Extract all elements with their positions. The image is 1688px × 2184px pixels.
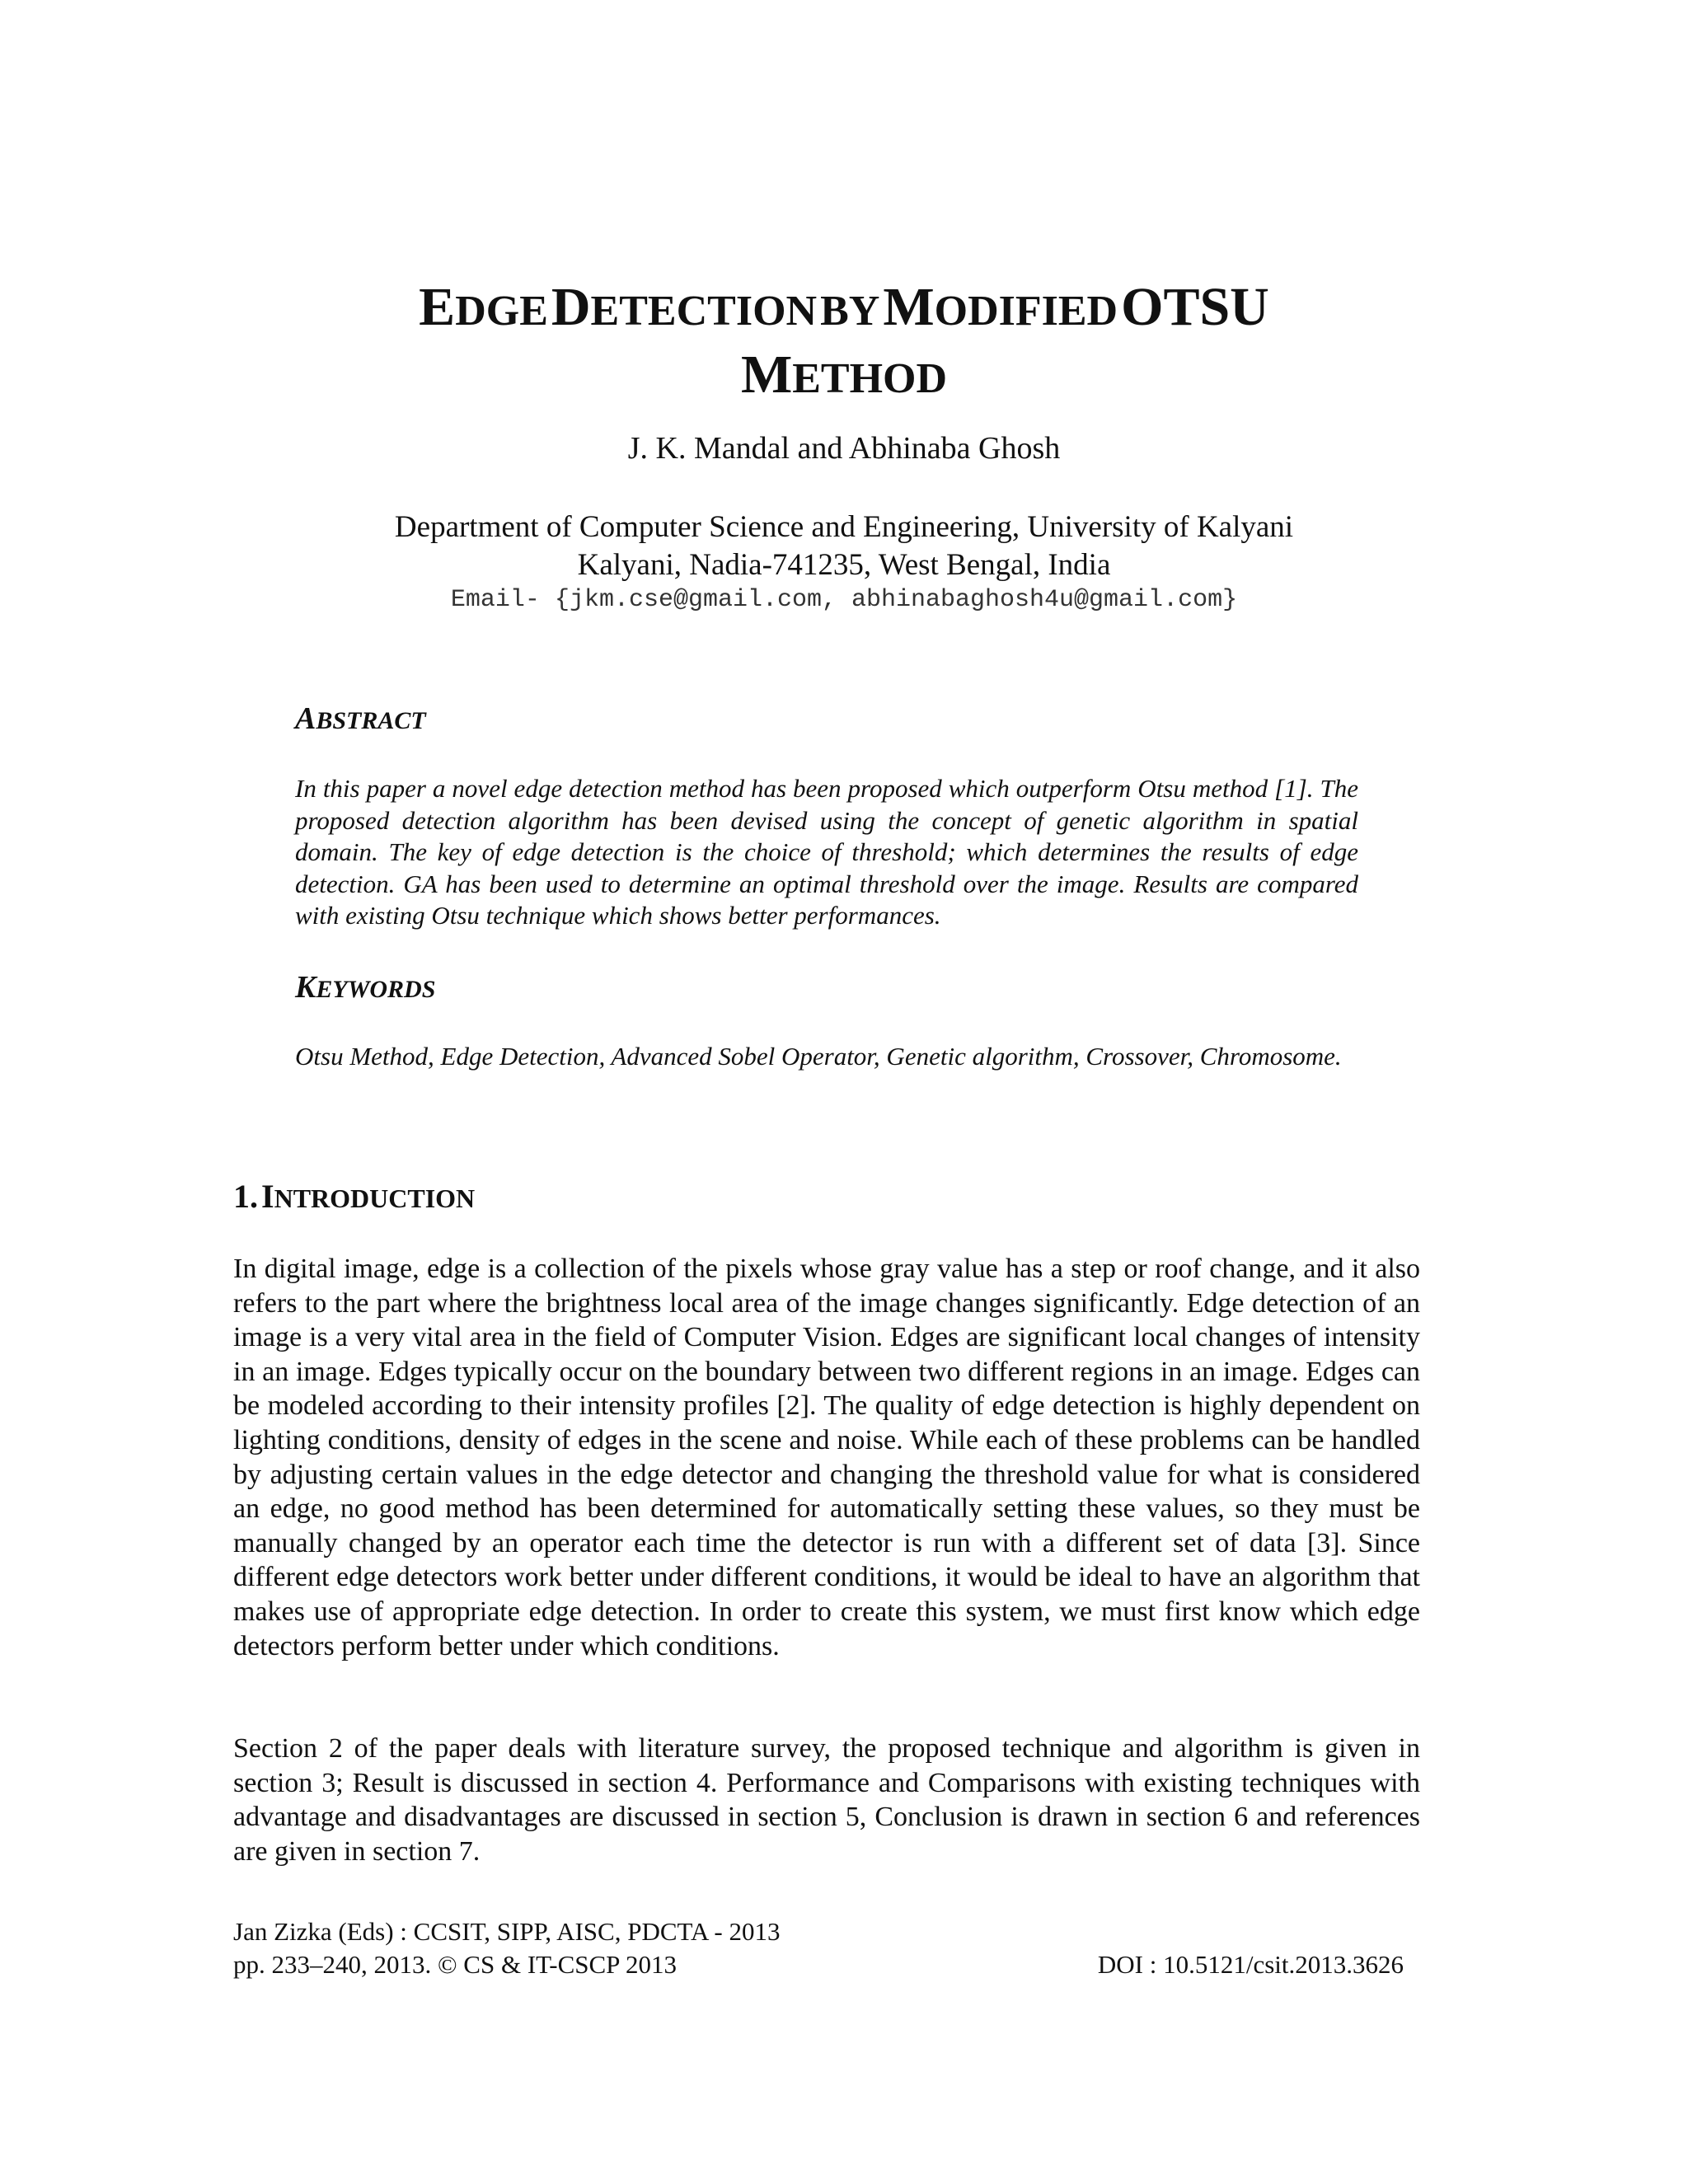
abstract-heading: ABSTRACT xyxy=(295,701,426,736)
footer-pages-copyright: pp. 233–240, 2013. © CS & IT-CSCP 2013 xyxy=(233,1950,678,1979)
abstract-text: In this paper a novel edge detection method has been proposed which outperform Otsu method [1]. The proposed detection algorithm has been devised using the concept of genetic algorithm in spatial domain. The key of edge detection is the choice of threshold; which determines the results of edge detection. GA has been used to determine an optimal threshold over the image. Results are compared with existing Otsu technique which shows better performances. xyxy=(295,774,1358,930)
footer-doi: DOI : 10.5121/csit.2013.3626 xyxy=(1097,1950,1404,1979)
affiliation-line-1: Department of Computer Science and Engineering, University of Kalyani xyxy=(394,510,1294,544)
author-list: J. K. Mandal and Abhinaba Ghosh xyxy=(627,431,1061,466)
author-emails: Email- {jkm.cse@gmail.com, abhinabaghosh4u@gmail.com} xyxy=(450,586,1238,614)
introduction-paragraph-2: Section 2 of the paper deals with literature survey, the proposed technique and algorithm is given in section 3; Result is discussed in section 4. Performance and Comparisons with existing techniques with advantage and disadvantages are discussed in section 5, Conclusion is drawn in section 6 and references are given in section 7. xyxy=(233,1733,1420,1867)
keywords-heading: KEYWORDS xyxy=(295,970,436,1005)
affiliation-line-2: Kalyani, Nadia-741235, West Bengal, India xyxy=(577,548,1111,582)
keywords-text: Otsu Method, Edge Detection, Advanced Sobel Operator, Genetic algorithm, Crossover, Chromosome. xyxy=(295,1042,1342,1071)
introduction-paragraph-1: In digital image, edge is a collection of the pixels whose gray value has a step or roof change, and it also refers to the part where the brightness local area of the image changes significantly. Edge detection of an image is a very vital area in the field of Computer Vision. Edges are significant local changes of intensity in an image. Edges typically occur on the boundary between two different regions in an image. Edges can be modeled according to their intensity profiles [2]. The quality of edge detection is highly dependent on lighting conditions, density of edges in the scene and noise. While each of these problems can be handled by adjusting certain values in the edge detector and changing the threshold value for what is considered an edge, no good method has been determined for automatically setting these values, so they must be manually changed by an operator each time the detector is run with a different set of data [3]. Since different edge detectors work better under different conditions, it would be ideal to have an algorithm that makes use of appropriate edge detection. In order to create this system, we must first know which edge detectors perform better under which conditions. xyxy=(233,1254,1420,1661)
paper-title-line-1: EDGE DETECTION BY MODIFIED OTSU xyxy=(419,277,1269,337)
introduction-heading: 1. INTRODUCTION xyxy=(233,1178,476,1215)
footer-proceedings: Jan Zizka (Eds) : CCSIT, SIPP, AISC, PDCTA - 2013 xyxy=(233,1917,781,1946)
paper-title-line-2: METHOD xyxy=(740,344,948,405)
